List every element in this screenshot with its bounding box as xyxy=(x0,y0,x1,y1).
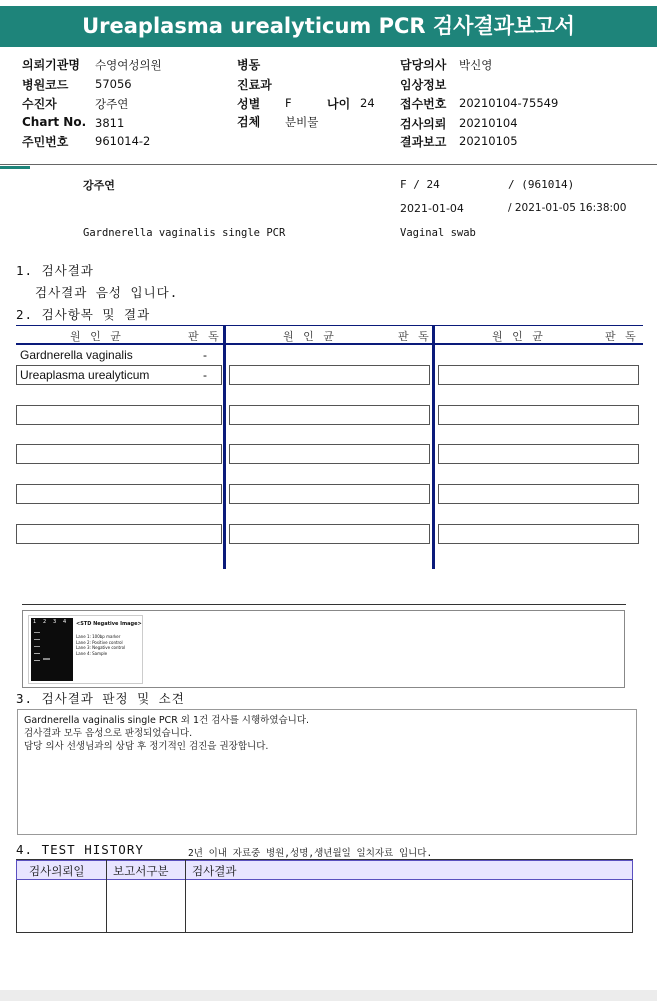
history-col-divider xyxy=(185,860,186,933)
opinion-line: Gardnerella vaginalis single PCR 외 1건 검사를 시행하였습니다. xyxy=(24,715,310,726)
gel-top-rule xyxy=(22,604,626,605)
receipt-value: 20210104-75549 xyxy=(459,96,559,110)
result-cell xyxy=(438,405,639,425)
table-top-rule xyxy=(16,325,643,326)
gel-lane-label: 2 xyxy=(43,619,47,625)
column-divider-1 xyxy=(223,326,226,569)
result-cell xyxy=(229,365,430,385)
col1-name-header: 원 인 균 xyxy=(70,330,124,343)
summary-specimen: Vaginal swab xyxy=(400,227,476,239)
summary-test: Gardnerella vaginalis single PCR xyxy=(83,227,286,239)
section2-title: 2. 검사항목 및 결과 xyxy=(16,307,151,322)
opinion-line: 담당 의사 선생님과의 상담 후 정기적인 검진을 권장합니다. xyxy=(24,741,269,752)
gel-title: <STD Negative Image> xyxy=(76,621,142,627)
gel-legend-item: Lane 1: 100bp marker xyxy=(76,634,121,639)
summary-name: 강주연 xyxy=(83,179,115,192)
result-cell xyxy=(229,524,430,544)
gel-band xyxy=(34,646,40,647)
result-cell xyxy=(16,405,222,425)
history-header-type: 보고서구분 xyxy=(113,864,169,878)
history-header-date: 검사의뢰일 xyxy=(29,864,85,878)
gel-band xyxy=(34,632,40,633)
history-header-row xyxy=(16,860,633,880)
history-col-divider xyxy=(106,860,107,933)
section1-title: 1. 검사결과 xyxy=(16,263,94,278)
header-divider xyxy=(0,164,657,165)
result-cell xyxy=(438,365,639,385)
gel-band xyxy=(34,639,40,640)
report-date-value: 20210105 xyxy=(459,134,518,148)
age-label: 나이 xyxy=(327,97,351,111)
dept-label: 진료과 xyxy=(237,78,272,92)
col2-result-header: 판 독 xyxy=(398,330,432,343)
result-cell xyxy=(229,405,430,425)
sex-value: F xyxy=(285,96,292,110)
chart-value: 3811 xyxy=(95,116,125,130)
gel-band xyxy=(43,658,50,660)
report-title: Ureaplasma urealyticum PCR 검사결과보고서 xyxy=(0,6,657,47)
pathogen-result: - xyxy=(203,348,207,362)
result-cell xyxy=(229,484,430,504)
gel-legend-item: Lane 4: Sample xyxy=(76,650,108,656)
ssn-label: 주민번호 xyxy=(22,135,69,149)
opinion-text xyxy=(24,714,309,753)
summary-sex-age: F / 24 xyxy=(400,178,440,191)
history-note: 2년 이내 자료중 병원,성명,생년월일 일치자료 입니다. xyxy=(188,848,433,859)
result-cell xyxy=(16,444,222,464)
gel-legend xyxy=(76,634,125,656)
gel-lane-label: 1 xyxy=(33,619,37,625)
result-cell xyxy=(438,484,639,504)
page-footer-bar xyxy=(0,990,657,1001)
column-divider-2 xyxy=(432,326,435,569)
result-cell xyxy=(229,444,430,464)
col3-result-header: 판 독 xyxy=(605,330,639,343)
pathogen-result: - xyxy=(203,368,207,382)
patient-value: 강주연 xyxy=(95,97,129,111)
section3-title: 3. 검사결과 판정 및 소견 xyxy=(16,691,185,706)
gel-legend-item: Lane 2: Positive control xyxy=(76,639,123,645)
result-cell xyxy=(438,524,639,544)
hospital-value: 수영여성의원 xyxy=(95,58,162,72)
doctor-label: 담당의사 xyxy=(400,58,447,72)
gel-lane-label: 4 xyxy=(63,619,67,625)
result-cell xyxy=(16,484,222,504)
receipt-label: 접수번호 xyxy=(400,97,447,111)
specimen-label: 검체 xyxy=(237,115,261,129)
pathogen-name: Gardnerella vaginalis xyxy=(20,348,133,362)
age-value: 24 xyxy=(360,96,375,110)
gel-lanes xyxy=(31,618,73,681)
opinion-line: 검사결과 모두 음성으로 판정되었습니다. xyxy=(24,728,193,739)
patient-label: 수진자 xyxy=(22,97,57,111)
ward-label: 병동 xyxy=(237,58,261,72)
col1-result-header: 판 독 xyxy=(188,330,222,343)
gel-band xyxy=(34,653,40,654)
request-value: 20210104 xyxy=(459,116,518,130)
doctor-value: 박신영 xyxy=(459,58,493,72)
request-label: 검사의뢰 xyxy=(400,117,447,131)
specimen-value: 분비물 xyxy=(285,115,319,129)
gel-image xyxy=(28,615,143,684)
sex-label: 성별 xyxy=(237,97,261,111)
gel-lane-label: 3 xyxy=(53,619,57,625)
pathogen-name: Ureaplasma urealyticum xyxy=(20,368,150,382)
summary-report-date: / 2021-01-05 16:38:00 xyxy=(508,202,627,214)
section4-title: 4. TEST HISTORY xyxy=(16,842,144,857)
gel-legend-item: Lane 3: Negative control xyxy=(76,645,126,650)
summary-birth: / (961014) xyxy=(508,178,575,191)
col2-name-header: 원 인 균 xyxy=(283,330,337,343)
summary-request-date: 2021-01-04 xyxy=(400,202,464,215)
clinical-label: 임상정보 xyxy=(400,78,447,92)
code-value: 57056 xyxy=(95,77,132,91)
chart-label: Chart No. xyxy=(22,115,87,129)
result-cell xyxy=(16,524,222,544)
header-accent xyxy=(0,166,30,169)
history-header-result: 검사결과 xyxy=(192,864,237,878)
result-cell xyxy=(438,444,639,464)
hospital-label: 의뢰기관명 xyxy=(22,58,80,72)
ssn-value: 961014-2 xyxy=(95,134,151,148)
col3-name-header: 원 인 균 xyxy=(492,330,546,343)
section1-text: 검사결과 음성 입니다. xyxy=(35,285,179,300)
gel-band xyxy=(34,660,40,661)
report-date-label: 결과보고 xyxy=(400,135,447,149)
code-label: 병원코드 xyxy=(22,78,69,92)
